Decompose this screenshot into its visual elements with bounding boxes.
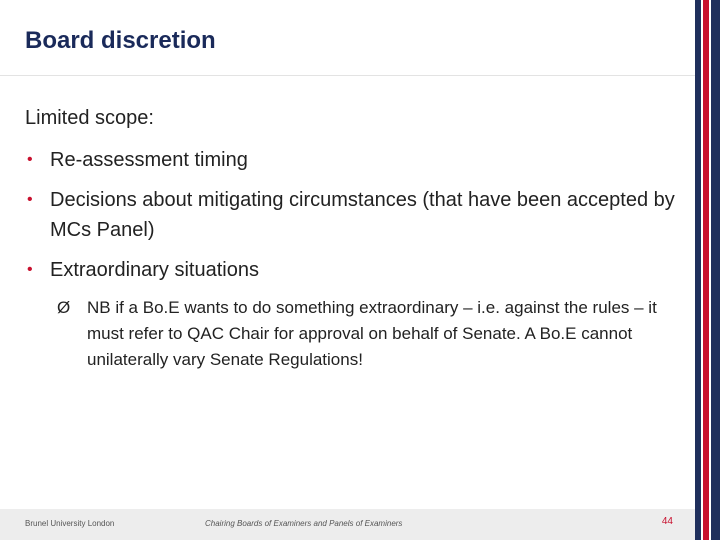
slide-title: Board discretion [25,27,216,54]
footer-bar [0,509,695,540]
right-stripe-navy [711,0,720,540]
footer-presentation-title: Chairing Boards of Examiners and Panels of Examiners [205,519,403,528]
title-divider [0,75,695,76]
sub-bullet-text: NB if a Bo.E wants to do something extraordinary – i.e. against the rules – it must refer to QAC Chair for approval on behalf of Senate. A Bo.E cannot unilaterally vary Senate Regulations! [87,298,657,369]
sub-bullet-item [57,295,657,373]
bullet-text: Decisions about mitigating circumstances (that have been accepted by MCs Panel) [50,189,675,241]
bullet-icon: • [27,261,33,278]
bullet-icon: • [27,151,33,168]
bullet-text: Re-assessment timing [50,149,248,171]
footer-organization: Brunel University London [25,519,115,528]
bullet-item [25,185,685,245]
page-number: 44 [661,516,673,527]
bullet-icon: • [27,191,33,208]
bullet-item [25,255,685,285]
arrow-bullet-icon: Ø [57,298,71,317]
bullet-text: Extraordinary situations [50,259,259,281]
intro-text: Limited scope: [25,107,154,129]
bullet-item [25,145,685,175]
